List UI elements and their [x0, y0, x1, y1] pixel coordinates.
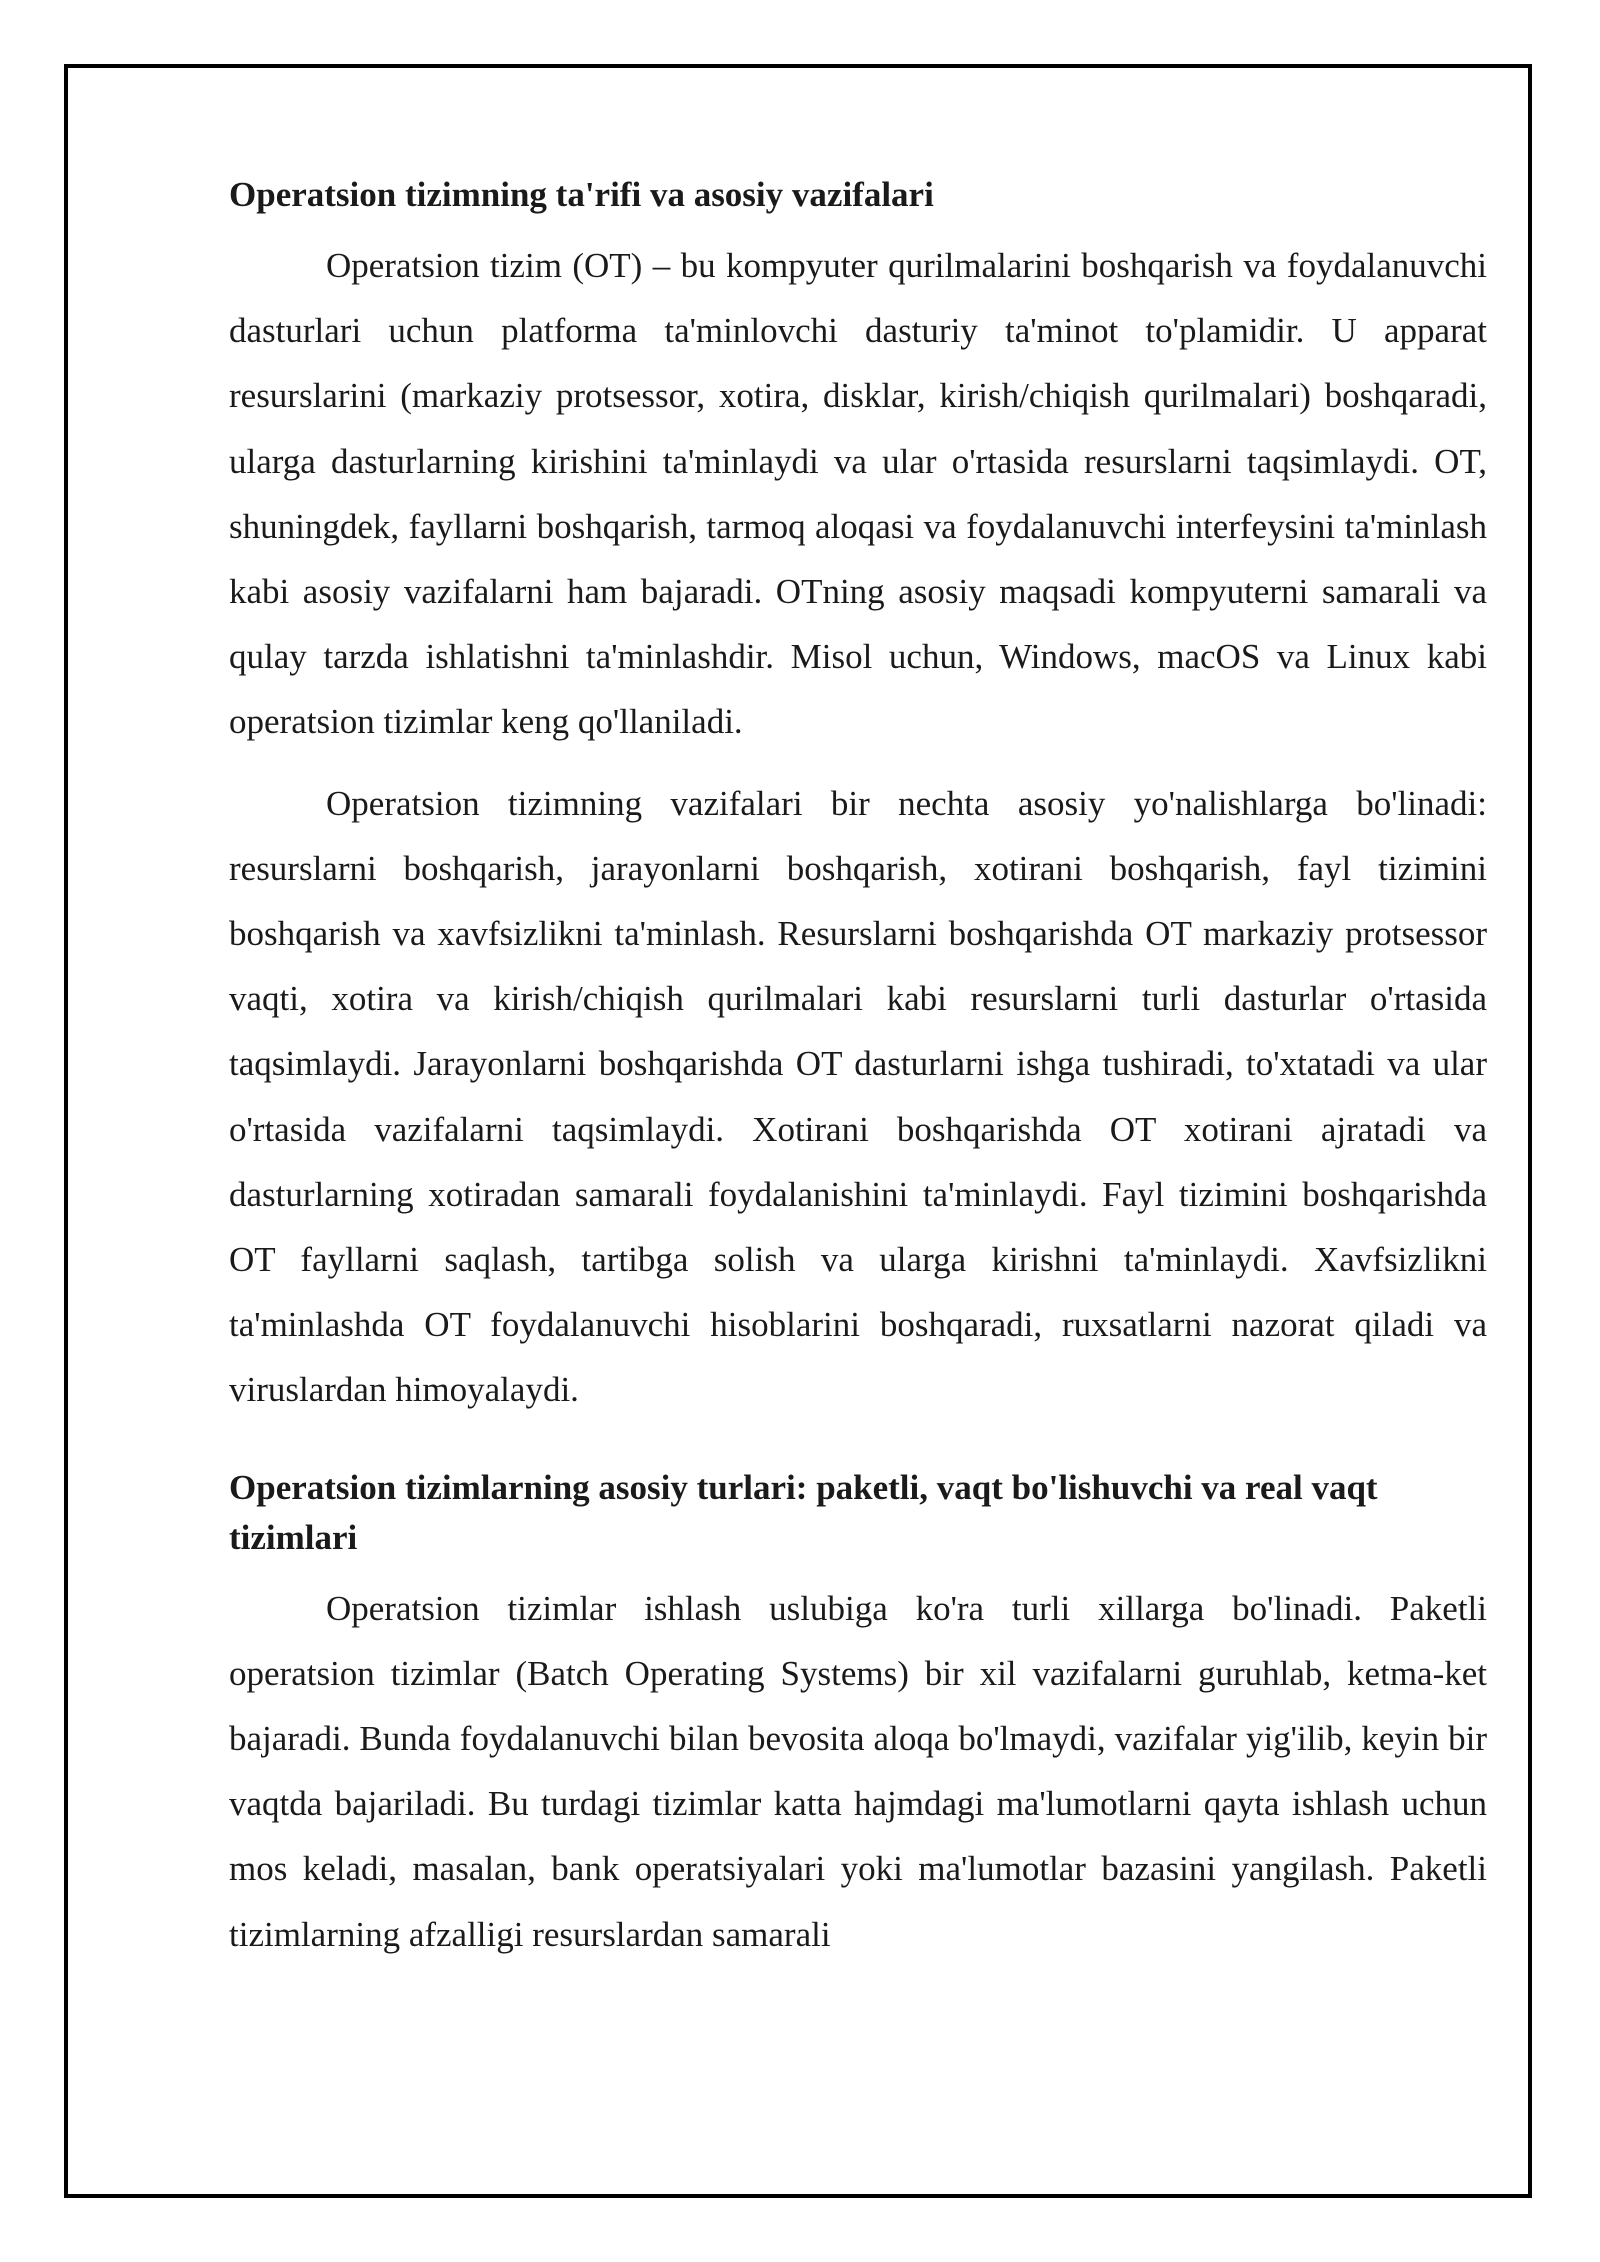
document-body [229, 170, 1487, 1967]
paragraph-os-functions: Operatsion tizimning vazifalari bir nechta asosiy yo'nalishlarga bo'linadi: resurslarni boshqarish, jarayonlarni boshqarish, xotirani boshqarish, fayl tizimini boshqarish va xavfsizlikni ta'minlash. Resurslarni boshqarishda OT markaziy protsessor vaqti, xotira va kirish/chiqish qurilmalari kabi resurslarni turli dasturlar o'rtasida taqsimlaydi. Jarayonlarni boshqarishda OT dasturlarni ishga tushiradi, to'xtatadi va ular o'rtasida vazifalarni taqsimlaydi. Xotirani boshqarishda OT xotirani ajratadi va dasturlarning xotiradan samarali foydalanishini ta'minlaydi. Fayl tizimini boshqarishda OT fayllarni saqlash, tartibga solish va ularga kirishni ta'minlaydi. Xavfsizlikni ta'minlashda OT foydalanuvchi hisoblarini boshqaradi, ruxsatlarni nazorat qiladi va viruslardan himoyalaydi. [229, 783, 1487, 1410]
section-heading-os-types: Operatsion tizimlarning asosiy turlari: paketli, vaqt bo'lishuvchi va real vaqt tizimlari [229, 1467, 1378, 1557]
paragraph-batch-systems: Operatsion tizimlar ishlash uslubiga ko'ra turli xillarga bo'linadi. Paketli operatsion tizimlar (Batch Operating Systems) bir xil vazifalarni guruhlab, ketma-ket bajaradi. Bunda foydalanuvchi bilan bevosita aloqa bo'lmaydi, vazifalar yig'ilib, keyin bir vaqtda bajariladi. Bu turdagi tizimlar katta hajmdagi ma'lumotlarni qayta ishlash uchun mos keladi, masalan, bank operatsiyalari yoki ma'lumotlar bazasini yangilash. Paketli tizimlarning afzalligi resurslardan samarali [229, 1588, 1487, 1954]
paragraph-os-definition: Operatsion tizim (OT) – bu kompyuter qurilmalarini boshqarish va foydalanuvchi dasturlari uchun platforma ta'minlovchi dasturiy ta'minot to'plamidir. U apparat resurslarini (markaziy protsessor, xotira, disklar, kirish/chiqish qurilmalari) boshqaradi, ularga dasturlarning kirishini ta'minlaydi va ular o'rtasida resurslarni taqsimlaydi. OT, shuningdek, fayllarni boshqarish, tarmoq aloqasi va foydalanuvchi interfeysini ta'minlash kabi asosiy vazifalarni ham bajaradi. OTning asosiy maqsadi kompyuterni samarali va qulay tarzda ishlatishni ta'minlashdir. Misol uchun, Windows, macOS va Linux kabi operatsion tizimlar keng qo'llaniladi. [229, 246, 1487, 742]
section-heading-os-definition: Operatsion tizimning ta'rifi va asosiy vazifalari [229, 175, 934, 214]
